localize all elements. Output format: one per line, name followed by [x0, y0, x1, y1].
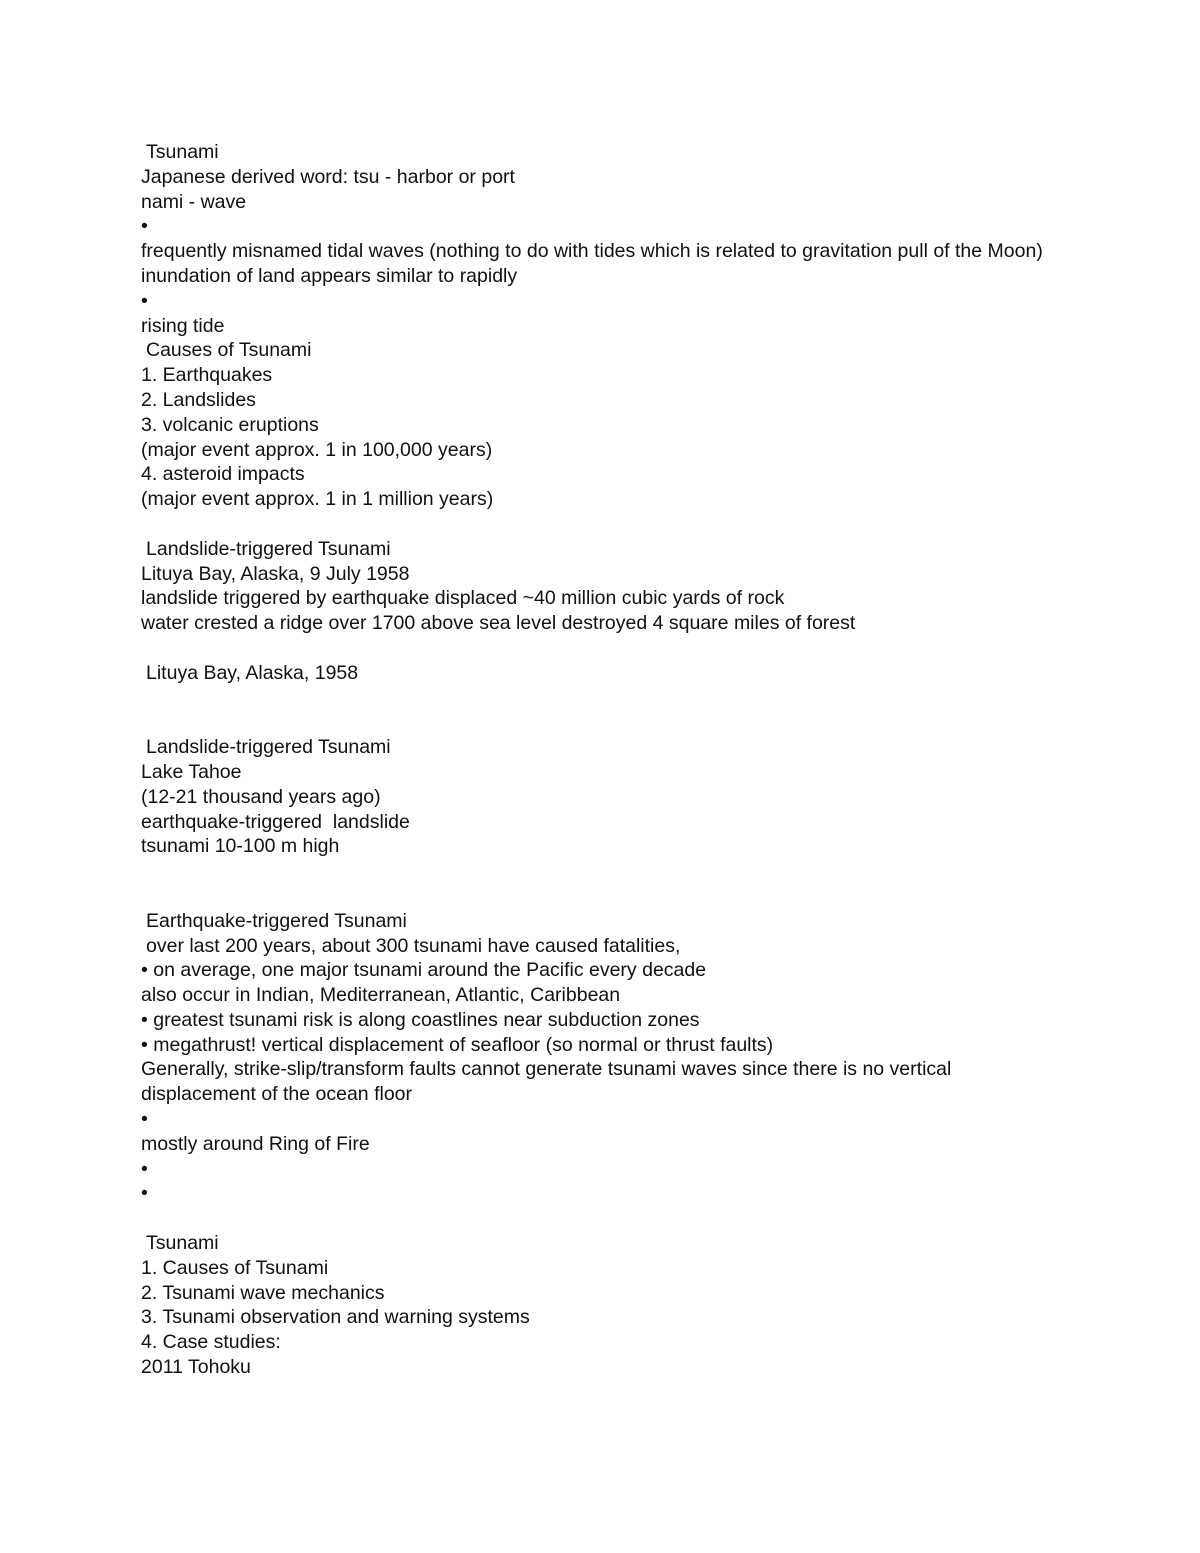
text-line: •	[141, 1108, 148, 1131]
blank-line	[141, 859, 1051, 884]
text-line: •	[141, 289, 148, 312]
section-heading: over last 200 years, about 300 tsunami have caused fatalities,	[146, 934, 681, 957]
text-line: • megathrust! vertical displacement of seafloor (so normal or thrust faults)	[141, 1033, 774, 1056]
text-line: •	[141, 215, 148, 238]
blank-line	[141, 884, 1051, 909]
text-line: 4. Case studies:	[141, 1331, 281, 1354]
section-heading: Earthquake-triggered Tsunami	[146, 909, 407, 932]
section-heading: Landslide-triggered Tsunami	[146, 537, 391, 560]
text-line: Japanese derived word: tsu - harbor or port	[141, 165, 515, 188]
text-line: also occur in Indian, Mediterranean, Atlantic, Caribbean	[141, 984, 621, 1007]
blank-line	[141, 710, 1051, 735]
text-line: water crested a ridge over 1700 above sea level destroyed 4 square miles of forest	[141, 612, 856, 635]
text-line: • greatest tsunami risk is along coastlines near subduction zones	[141, 1008, 700, 1031]
text-line: 2011 Tohoku	[141, 1356, 251, 1379]
section-heading: Tsunami	[146, 1232, 219, 1255]
text-line: (12-21 thousand years ago)	[141, 785, 381, 808]
text-line: 2. Tsunami wave mechanics	[141, 1281, 385, 1304]
text-line: 1. Causes of Tsunami	[141, 1256, 329, 1279]
text-line: mostly around Ring of Fire	[141, 1132, 370, 1155]
text-line: 3. volcanic eruptions	[141, 413, 319, 436]
text-line: •	[141, 1157, 148, 1180]
blank-line	[141, 636, 1051, 661]
blank-line	[141, 686, 1051, 711]
text-line: • on average, one major tsunami around the Pacific every decade	[141, 959, 707, 982]
section-heading: Causes of Tsunami	[146, 339, 312, 362]
text-line: earthquake-triggered landslide	[141, 810, 410, 833]
text-line: 2. Landslides	[141, 388, 256, 411]
text-line: 4. asteroid impacts	[141, 463, 305, 486]
text-line: Lituya Bay, Alaska, 9 July 1958	[141, 562, 410, 585]
text-line: nami - wave	[141, 190, 247, 213]
text-line: (major event approx. 1 in 1 million years)	[141, 488, 494, 511]
text-line: frequently misnamed tidal waves (nothing to do with tides which is related to gravitation pull of the Moon)	[141, 240, 1043, 263]
text-line: rising tide	[141, 314, 225, 337]
text-line: (major event approx. 1 in 100,000 years)	[141, 438, 493, 461]
section-heading: Landslide-triggered Tsunami	[146, 736, 391, 759]
blank-line	[141, 512, 1051, 537]
section-heading: Tsunami	[146, 141, 219, 163]
text-line: Generally, strike-slip/transform faults cannot generate tsunami waves since there is no vertical displacement of the ocean floor	[141, 1058, 957, 1106]
text-line: 1. Earthquakes	[141, 364, 273, 387]
document-body	[141, 140, 1051, 1380]
text-line: tsunami 10-100 m high	[141, 835, 340, 858]
section-heading: Lituya Bay, Alaska, 1958	[146, 661, 359, 684]
text-line: 3. Tsunami observation and warning systems	[141, 1306, 530, 1329]
blank-line	[141, 1206, 1051, 1231]
text-line: Lake Tahoe	[141, 760, 242, 783]
text-line: inundation of land appears similar to rapidly	[141, 264, 518, 287]
text-line: landslide triggered by earthquake displaced ~40 million cubic yards of rock	[141, 587, 785, 610]
text-line: •	[141, 1182, 148, 1205]
